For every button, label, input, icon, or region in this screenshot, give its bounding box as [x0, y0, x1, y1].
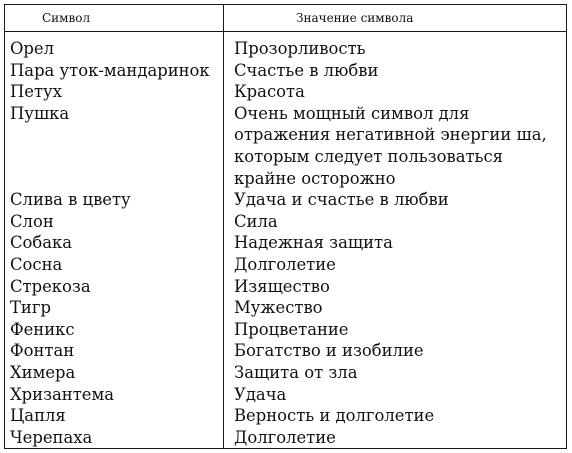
symbol-meaning-line: Долголетие — [234, 427, 336, 447]
table-header — [5, 5, 566, 32]
row-spacer — [5, 124, 224, 146]
row-spacer — [5, 146, 224, 168]
table-row-meaning — [224, 362, 566, 384]
table-row-meaning — [224, 384, 566, 406]
table-row-symbol — [5, 297, 223, 319]
table-row-symbol — [5, 362, 223, 384]
symbol-name: Фонтан — [10, 341, 75, 361]
symbol-meaning-line: Процветание — [234, 319, 349, 339]
symbol-meaning-line: Удача и счастье в любви — [234, 190, 449, 210]
table-row-meaning — [224, 427, 566, 448]
table-row-symbol — [5, 232, 223, 254]
table-row-meaning — [224, 60, 566, 82]
table-row-symbol — [5, 211, 223, 233]
table-row-meaning — [224, 319, 566, 341]
symbol-name: Слива в цвету — [10, 190, 131, 210]
symbols-table — [4, 4, 567, 449]
table-row-meaning — [224, 38, 566, 60]
symbol-name: Петух — [10, 82, 62, 102]
table-row-symbol — [5, 38, 223, 60]
symbol-name: Черепаха — [10, 427, 93, 447]
symbol-name: Цапля — [10, 406, 66, 426]
symbol-name: Тигр — [10, 298, 51, 318]
symbol-meaning-line: крайне осторожно — [234, 168, 396, 188]
symbol-name: Слон — [10, 211, 54, 231]
symbol-meaning-line: Изящество — [234, 276, 330, 296]
header-symbol: Символ — [5, 5, 224, 31]
symbol-name: Хризантема — [10, 384, 115, 404]
symbol-column — [5, 32, 224, 448]
symbol-meaning-line: Мужество — [234, 298, 323, 318]
table-row-meaning — [224, 103, 566, 189]
table-row-meaning — [224, 340, 566, 362]
symbol-meaning-line: Надежная защита — [234, 233, 393, 253]
symbol-meaning-line: которым следует пользоваться — [234, 146, 503, 166]
table-row-symbol — [5, 427, 223, 448]
symbol-meaning-line: Удача — [234, 384, 287, 404]
table-row-symbol — [5, 81, 223, 103]
symbol-meaning-line: отражения негативной энергии ша, — [234, 125, 547, 145]
header-meaning: Значение символа — [296, 11, 414, 25]
table-row-meaning — [224, 81, 566, 103]
meaning-column — [224, 32, 566, 448]
table-row-symbol — [5, 319, 223, 341]
symbol-name: Пушка — [10, 103, 70, 123]
symbol-meaning-line: Сила — [234, 211, 278, 231]
table-row-meaning — [224, 405, 566, 427]
table-body — [5, 32, 566, 448]
symbol-name: Орел — [10, 39, 55, 58]
table-row-meaning — [224, 297, 566, 319]
symbol-name: Феникс — [10, 319, 75, 339]
symbol-name: Сосна — [10, 254, 63, 274]
table-row-meaning — [224, 254, 566, 276]
table-row-meaning — [224, 232, 566, 254]
table-row-symbol — [5, 254, 223, 276]
symbol-name: Стрекоза — [10, 276, 91, 296]
table-row-symbol — [5, 276, 223, 298]
table-row-meaning — [224, 211, 566, 233]
symbol-meaning-line: Прозорливость — [234, 39, 366, 58]
table-row-symbol — [5, 189, 223, 211]
symbol-meaning-line: Красота — [234, 82, 305, 102]
symbol-meaning-line: Защита от зла — [234, 362, 358, 382]
table-row-symbol — [5, 340, 223, 362]
symbol-name: Химера — [10, 362, 76, 382]
table-row-meaning — [224, 189, 566, 211]
symbol-meaning-line: Богатство и изобилие — [234, 341, 424, 361]
symbol-name: Собака — [10, 233, 73, 253]
table-row-symbol — [5, 103, 223, 189]
symbol-meaning-line: Долголетие — [234, 254, 336, 274]
row-spacer — [5, 168, 224, 190]
symbol-meaning-line: Очень мощный символ для — [234, 103, 470, 123]
table-row-symbol — [5, 60, 223, 82]
table-row-symbol — [5, 384, 223, 406]
symbol-meaning-line: Верность и долголетие — [234, 406, 435, 426]
table-row-meaning — [224, 276, 566, 298]
table-row-symbol — [5, 405, 223, 427]
symbol-meaning-line: Счастье в любви — [234, 60, 379, 80]
symbol-name: Пара уток-мандаринок — [10, 60, 210, 80]
